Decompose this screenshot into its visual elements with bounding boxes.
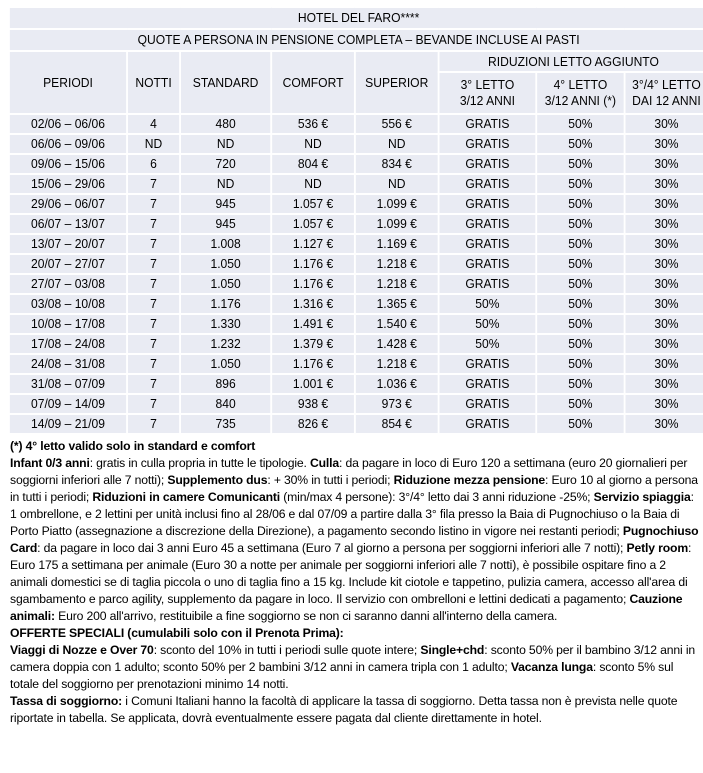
cell-periodo: 27/07 – 03/08 bbox=[9, 274, 127, 294]
cell-riduzione-34-letto: 30% bbox=[625, 234, 703, 254]
tassa-text: i Comuni Italiani hanno la facoltà di applicare la tassa di soggiorno. Detta tassa non è prevista nelle quote riportate in tabella. Se applicata, dovrà eventualmente essere pagata dal cliente direttamente in hotel. bbox=[10, 694, 678, 725]
notes-section bbox=[8, 438, 700, 727]
cell-riduzione-3-letto: GRATIS bbox=[439, 194, 537, 214]
single-text: : sconto 50% per il bambino 3/12 anni in camera doppia con 1 adulto; sconto 50% per 2 bambini 3/12 anni in camera tripla con 1 adulto; bbox=[10, 643, 696, 674]
cell-riduzione-34-letto: 30% bbox=[625, 154, 703, 174]
cell-standard: 1.232 bbox=[180, 334, 271, 354]
cell-riduzione-3-letto: GRATIS bbox=[439, 414, 537, 434]
card-text: : da pagare in loco dai 3 anni Euro 45 a settimana (Euro 7 al giorno a persona per soggiorni inferiori alle 7 notti); bbox=[37, 541, 627, 555]
cell-standard: 1.050 bbox=[180, 254, 271, 274]
cauzione-label: Cauzione animali: bbox=[10, 592, 683, 623]
petly-label: Petly room bbox=[626, 541, 689, 555]
cell-periodo: 13/07 – 20/07 bbox=[9, 234, 127, 254]
col-header-notti: NOTTI bbox=[127, 51, 180, 114]
cell-notti: 7 bbox=[127, 374, 180, 394]
cell-riduzione-34-letto: 30% bbox=[625, 414, 703, 434]
cell-periodo: 02/06 – 06/06 bbox=[9, 114, 127, 134]
culla-label: Culla bbox=[309, 456, 340, 470]
cell-comfort: 1.057 € bbox=[271, 214, 355, 234]
cell-superior: 973 € bbox=[355, 394, 439, 414]
cell-riduzione-4-letto: 50% bbox=[536, 194, 624, 214]
cell-riduzione-3-letto: GRATIS bbox=[439, 114, 537, 134]
table-row bbox=[9, 194, 703, 214]
cell-notti: 7 bbox=[127, 394, 180, 414]
cell-periodo: 31/08 – 07/09 bbox=[9, 374, 127, 394]
cell-periodo: 15/06 – 29/06 bbox=[9, 174, 127, 194]
cell-superior: ND bbox=[355, 174, 439, 194]
offerte-title: OFFERTE SPECIALI (cumulabili solo con il Prenota Prima): bbox=[10, 626, 344, 640]
cell-riduzione-34-letto: 30% bbox=[625, 354, 703, 374]
table-row bbox=[9, 314, 703, 334]
cell-riduzione-3-letto: 50% bbox=[439, 314, 537, 334]
cell-standard: ND bbox=[180, 174, 271, 194]
mezza-pensione-label: Riduzione mezza pensione bbox=[393, 473, 546, 487]
cell-periodo: 20/07 – 27/07 bbox=[9, 254, 127, 274]
cell-comfort: ND bbox=[271, 174, 355, 194]
cell-standard: 720 bbox=[180, 154, 271, 174]
cell-riduzione-34-letto: 30% bbox=[625, 394, 703, 414]
table-row bbox=[9, 294, 703, 314]
cell-riduzione-34-letto: 30% bbox=[625, 194, 703, 214]
cell-superior: 1.169 € bbox=[355, 234, 439, 254]
card-label: Pugnochiuso Card bbox=[10, 524, 699, 555]
cell-superior: 1.218 € bbox=[355, 354, 439, 374]
cell-riduzione-4-letto: 50% bbox=[536, 354, 624, 374]
cell-notti: 7 bbox=[127, 334, 180, 354]
table-row bbox=[9, 234, 703, 254]
cell-riduzione-34-letto: 30% bbox=[625, 374, 703, 394]
cell-riduzione-4-letto: 50% bbox=[536, 274, 624, 294]
cell-notti: 7 bbox=[127, 354, 180, 374]
cell-periodo: 17/08 – 24/08 bbox=[9, 334, 127, 354]
cell-superior: ND bbox=[355, 134, 439, 154]
cell-riduzione-34-letto: 30% bbox=[625, 114, 703, 134]
table-row bbox=[9, 134, 703, 154]
cell-riduzione-34-letto: 30% bbox=[625, 274, 703, 294]
cell-standard: 945 bbox=[180, 194, 271, 214]
cell-riduzione-34-letto: 30% bbox=[625, 174, 703, 194]
cell-riduzione-4-letto: 50% bbox=[536, 374, 624, 394]
cell-notti: 4 bbox=[127, 114, 180, 134]
cell-comfort: ND bbox=[271, 134, 355, 154]
spiaggia-text: : 1 ombrellone, e 2 lettini per unità inclusi fino al 28/06 e dal 07/09 a partire dalla 3° fila presso la Baia di Pugnochiuso o la Baia di Porto Piatto (assegnazione a discrezione della Direzione), a pagamento secondo listino in vigore nei restanti periodi; bbox=[10, 490, 694, 538]
table-row bbox=[9, 374, 703, 394]
col-header-34-letto bbox=[625, 72, 703, 114]
col-header-34-letto-line2: DAI 12 ANNI bbox=[632, 93, 701, 108]
table-row bbox=[9, 154, 703, 174]
cauzione-text: Euro 200 all'arrivo, restituibile a fine soggiorno se non ci saranno danni all'interno della camera. bbox=[54, 609, 558, 623]
cell-riduzione-34-letto: 30% bbox=[625, 314, 703, 334]
cell-superior: 1.365 € bbox=[355, 294, 439, 314]
cell-periodo: 06/07 – 13/07 bbox=[9, 214, 127, 234]
cell-periodo: 14/09 – 21/09 bbox=[9, 414, 127, 434]
cell-standard: 1.050 bbox=[180, 354, 271, 374]
petly-text: : Euro 175 a settimana per animale (Euro 30 a notte per animale per soggiorni inferiori alle 7 notti), è possibile ospitare fino a 2 animali domestici se di taglia piccola o uno di taglia fino a 15 kg. Include kit ciotole e tappetino, pulizia camera, accesso all'area di sgambamento e parco agility, supplemento da pagare in loco. Il servizio con ombrelloni e lettini dedicati a pagamento; bbox=[10, 541, 692, 606]
col-header-3-letto-line2: 3/12 ANNI bbox=[459, 93, 515, 108]
cell-riduzione-4-letto: 50% bbox=[536, 174, 624, 194]
cell-riduzione-3-letto: GRATIS bbox=[439, 354, 537, 374]
table-row bbox=[9, 214, 703, 234]
cell-riduzione-34-letto: 30% bbox=[625, 254, 703, 274]
tassa-label: Tassa di soggiorno: bbox=[10, 694, 123, 708]
col-header-4-letto-line1: 4° LETTO bbox=[553, 77, 608, 92]
cell-riduzione-4-letto: 50% bbox=[536, 394, 624, 414]
cell-superior: 834 € bbox=[355, 154, 439, 174]
cell-riduzione-3-letto: 50% bbox=[439, 294, 537, 314]
infant-label: Infant 0/3 anni bbox=[10, 456, 90, 470]
cell-periodo: 09/06 – 15/06 bbox=[9, 154, 127, 174]
tassa-paragraph bbox=[10, 693, 700, 727]
cell-comfort: 938 € bbox=[271, 394, 355, 414]
col-header-periodi: PERIODI bbox=[9, 51, 127, 114]
dus-label: Supplemento dus bbox=[167, 473, 268, 487]
cell-superior: 1.218 € bbox=[355, 274, 439, 294]
col-header-4-letto-line2: 3/12 ANNI (*) bbox=[544, 93, 617, 108]
col-header-comfort: COMFORT bbox=[271, 51, 355, 114]
cell-riduzione-4-letto: 50% bbox=[536, 234, 624, 254]
cell-riduzione-4-letto: 50% bbox=[536, 214, 624, 234]
cell-superior: 1.428 € bbox=[355, 334, 439, 354]
cell-superior: 556 € bbox=[355, 114, 439, 134]
cell-standard: 1.176 bbox=[180, 294, 271, 314]
col-header-4-letto bbox=[536, 72, 624, 114]
col-header-standard: STANDARD bbox=[180, 51, 271, 114]
cell-periodo: 29/06 – 06/07 bbox=[9, 194, 127, 214]
footnote: (*) 4° letto valido solo in standard e comfort bbox=[10, 439, 256, 453]
conditions-paragraph bbox=[10, 455, 700, 625]
cell-superior: 1.540 € bbox=[355, 314, 439, 334]
cell-riduzione-34-letto: 30% bbox=[625, 214, 703, 234]
cell-comfort: 826 € bbox=[271, 414, 355, 434]
cell-standard: 1.330 bbox=[180, 314, 271, 334]
col-header-3-letto-line1: 3° LETTO bbox=[460, 77, 515, 92]
comunicanti-text: (min/max 4 persone): 3°/4° letto dai 3 anni riduzione -25%; bbox=[280, 490, 594, 504]
table-row bbox=[9, 274, 703, 294]
cell-riduzione-3-letto: GRATIS bbox=[439, 214, 537, 234]
cell-riduzione-3-letto: GRATIS bbox=[439, 374, 537, 394]
cell-comfort: 1.176 € bbox=[271, 274, 355, 294]
cell-notti: 7 bbox=[127, 234, 180, 254]
cell-riduzione-34-letto: 30% bbox=[625, 334, 703, 354]
cell-riduzione-4-letto: 50% bbox=[536, 254, 624, 274]
cell-riduzione-3-letto: GRATIS bbox=[439, 174, 537, 194]
cell-comfort: 1.127 € bbox=[271, 234, 355, 254]
cell-riduzione-3-letto: 50% bbox=[439, 334, 537, 354]
table-subtitle: QUOTE A PERSONA IN PENSIONE COMPLETA – BEVANDE INCLUSE AI PASTI bbox=[9, 29, 703, 51]
cell-riduzione-3-letto: GRATIS bbox=[439, 134, 537, 154]
cell-standard: 735 bbox=[180, 414, 271, 434]
cell-riduzione-3-letto: GRATIS bbox=[439, 394, 537, 414]
price-table bbox=[8, 6, 703, 435]
cell-comfort: 1.491 € bbox=[271, 314, 355, 334]
cell-comfort: 1.379 € bbox=[271, 334, 355, 354]
cell-riduzione-4-letto: 50% bbox=[536, 334, 624, 354]
cell-notti: 7 bbox=[127, 174, 180, 194]
cell-riduzione-34-letto: 30% bbox=[625, 134, 703, 154]
cell-superior: 1.099 € bbox=[355, 214, 439, 234]
nozze-text: : sconto del 10% in tutti i periodi sulle quote intere; bbox=[153, 643, 421, 657]
table-row bbox=[9, 174, 703, 194]
cell-comfort: 1.316 € bbox=[271, 294, 355, 314]
col-header-3-letto bbox=[439, 72, 537, 114]
cell-standard: 480 bbox=[180, 114, 271, 134]
table-row bbox=[9, 414, 703, 434]
cell-riduzione-3-letto: GRATIS bbox=[439, 154, 537, 174]
cell-riduzione-4-letto: 50% bbox=[536, 414, 624, 434]
cell-standard: ND bbox=[180, 134, 271, 154]
infant-text: : gratis in culla propria in tutte le tipologie. bbox=[89, 456, 310, 470]
cell-comfort: 804 € bbox=[271, 154, 355, 174]
cell-notti: 7 bbox=[127, 274, 180, 294]
cell-superior: 1.218 € bbox=[355, 254, 439, 274]
cell-notti: 7 bbox=[127, 194, 180, 214]
table-row bbox=[9, 114, 703, 134]
col-header-superior: SUPERIOR bbox=[355, 51, 439, 114]
cell-riduzione-3-letto: GRATIS bbox=[439, 274, 537, 294]
cell-riduzione-4-letto: 50% bbox=[536, 314, 624, 334]
vacanza-lunga-text: : sconto 5% sul totale del soggiorno per prenotazioni minimo 14 notti. bbox=[10, 660, 674, 691]
cell-notti: ND bbox=[127, 134, 180, 154]
table-body bbox=[9, 114, 703, 434]
dus-text: : + 30% in tutti i periodi; bbox=[267, 473, 394, 487]
vacanza-lunga-label: Vacanza lunga bbox=[510, 660, 593, 674]
cell-periodo: 06/06 – 09/06 bbox=[9, 134, 127, 154]
cell-notti: 7 bbox=[127, 254, 180, 274]
nozze-label: Viaggi di Nozze e Over 70 bbox=[10, 643, 154, 657]
cell-riduzione-4-letto: 50% bbox=[536, 134, 624, 154]
hotel-title: HOTEL DEL FARO**** bbox=[9, 7, 703, 29]
col-header-34-letto-line1: 3°/4° LETTO bbox=[632, 77, 701, 92]
comunicanti-label: Riduzioni in camere Comunicanti bbox=[92, 490, 281, 504]
cell-comfort: 536 € bbox=[271, 114, 355, 134]
single-label: Single+chd bbox=[420, 643, 485, 657]
cell-periodo: 07/09 – 14/09 bbox=[9, 394, 127, 414]
cell-periodo: 03/08 – 10/08 bbox=[9, 294, 127, 314]
cell-standard: 840 bbox=[180, 394, 271, 414]
cell-riduzione-4-letto: 50% bbox=[536, 114, 624, 134]
cell-standard: 945 bbox=[180, 214, 271, 234]
cell-riduzione-34-letto: 30% bbox=[625, 294, 703, 314]
cell-notti: 6 bbox=[127, 154, 180, 174]
cell-comfort: 1.176 € bbox=[271, 354, 355, 374]
culla-text: : da pagare in loco di Euro 120 a settimana (euro 20 giornalieri per soggiorni inferiori alle 7 notti); bbox=[10, 456, 688, 487]
spiaggia-label: Servizio spiaggia bbox=[593, 490, 691, 504]
cell-riduzione-4-letto: 50% bbox=[536, 154, 624, 174]
table-row bbox=[9, 354, 703, 374]
cell-comfort: 1.176 € bbox=[271, 254, 355, 274]
cell-notti: 7 bbox=[127, 414, 180, 434]
col-header-riduzioni: RIDUZIONI LETTO AGGIUNTO bbox=[439, 51, 703, 72]
table-row bbox=[9, 254, 703, 274]
cell-comfort: 1.057 € bbox=[271, 194, 355, 214]
cell-riduzione-3-letto: GRATIS bbox=[439, 254, 537, 274]
table-row bbox=[9, 394, 703, 414]
cell-notti: 7 bbox=[127, 294, 180, 314]
cell-notti: 7 bbox=[127, 314, 180, 334]
cell-standard: 1.050 bbox=[180, 274, 271, 294]
mezza-pensione-text: : Euro 10 al giorno a persona in tutti i periodi; bbox=[10, 473, 698, 504]
cell-superior: 1.099 € bbox=[355, 194, 439, 214]
cell-superior: 1.036 € bbox=[355, 374, 439, 394]
cell-superior: 854 € bbox=[355, 414, 439, 434]
cell-periodo: 10/08 – 17/08 bbox=[9, 314, 127, 334]
cell-riduzione-4-letto: 50% bbox=[536, 294, 624, 314]
cell-standard: 896 bbox=[180, 374, 271, 394]
cell-notti: 7 bbox=[127, 214, 180, 234]
cell-riduzione-3-letto: GRATIS bbox=[439, 234, 537, 254]
table-row bbox=[9, 334, 703, 354]
cell-comfort: 1.001 € bbox=[271, 374, 355, 394]
cell-periodo: 24/08 – 31/08 bbox=[9, 354, 127, 374]
cell-standard: 1.008 bbox=[180, 234, 271, 254]
offers-paragraph bbox=[10, 642, 700, 693]
